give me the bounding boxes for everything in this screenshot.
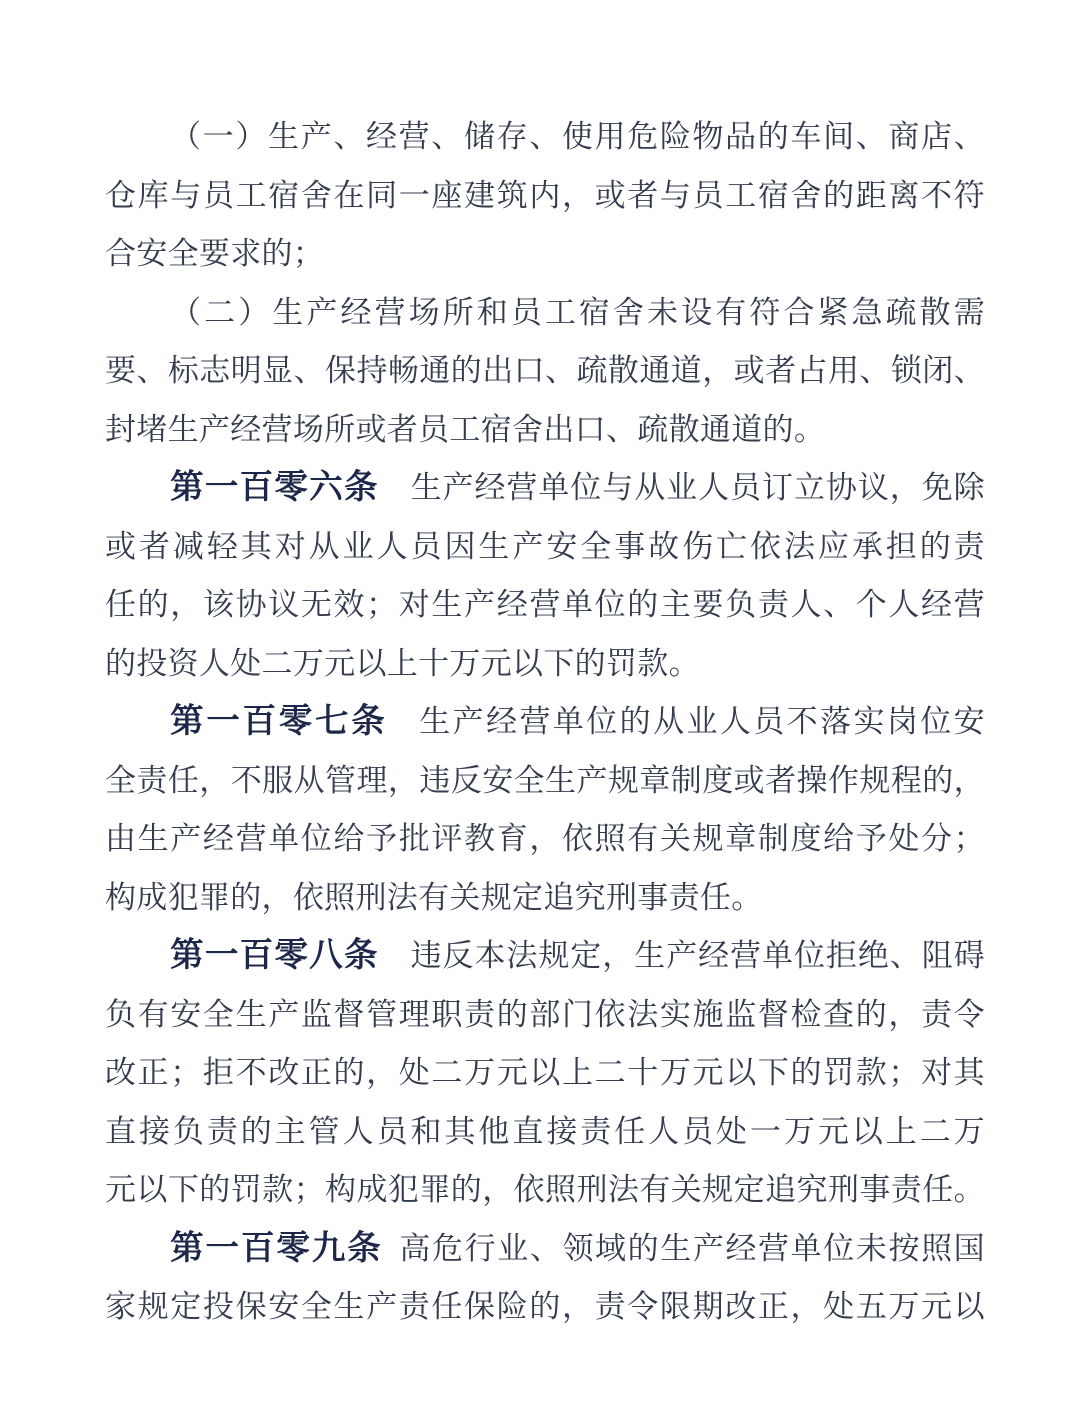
- text-line: [105, 518, 985, 577]
- line-text: 生产经营单位的从业人员不落实岗位安: [419, 704, 985, 739]
- text-line: [105, 635, 985, 694]
- text-line: [105, 1161, 985, 1220]
- text-line-article-109: [105, 1220, 985, 1279]
- line-text: 合安全要求的；: [105, 236, 325, 271]
- text-line: [105, 284, 985, 343]
- line-text: 全责任，不服从管理，违反安全生产规章制度或者操作规程的，: [105, 762, 985, 798]
- article-number: 第一百零九条: [170, 1229, 383, 1267]
- text-line: [105, 1278, 985, 1337]
- line-text: 直接负责的主管人员和其他直接责任人员处一万元以上二万: [105, 1113, 985, 1149]
- line-text: （一）生产、经营、储存、使用危险物品的车间、商店、: [170, 119, 985, 154]
- text-line: [105, 810, 985, 869]
- line-text: 元以下的罚款；构成犯罪的，依照刑法有关规定追究刑事责任。: [105, 1172, 985, 1207]
- text-line: [105, 401, 985, 460]
- text-line: [105, 752, 985, 811]
- line-text: 违反本法规定，生产经营单位拒绝、阻碍: [410, 938, 985, 973]
- line-text: 负有安全生产监督管理职责的部门依法实施监督检查的，责令: [105, 996, 985, 1032]
- line-text: 构成犯罪的，依照刑法有关规定追究刑事责任。: [105, 879, 763, 915]
- line-text: 的投资人处二万元以上十万元以下的罚款。: [105, 645, 700, 681]
- line-text: 仓库与员工宿舍在同一座建筑内，或者与员工宿舍的距离不符: [105, 177, 985, 213]
- text-line: [105, 1103, 985, 1162]
- text-line-article-107: [105, 693, 985, 752]
- text-line: [105, 342, 985, 401]
- text-line-article-106: [105, 459, 985, 518]
- text-line: [105, 576, 985, 635]
- article-number: 第一百零七条: [170, 703, 388, 740]
- line-text: 由生产经营单位给予批评教育，依照有关规章制度给予处分；: [105, 821, 985, 856]
- line-text: 任的，该协议无效；对生产经营单位的主要负责人、个人经营: [105, 587, 985, 622]
- line-text: （二）生产经营场所和员工宿舍未设有符合紧急疏散需: [170, 294, 985, 330]
- text-line: [105, 108, 985, 167]
- line-text: 要、标志明显、保持畅通的出口、疏散通道，或者占用、锁闭、: [105, 353, 985, 388]
- text-line: [105, 225, 985, 284]
- line-text: 或者减轻其对从业人员因生产安全事故伤亡依法应承担的责: [105, 528, 985, 564]
- line-text: 封堵生产经营场所或者员工宿舍出口、疏散通道的。: [105, 411, 826, 447]
- text-line: [105, 869, 985, 928]
- text-line: [105, 986, 985, 1045]
- line-text: 改正；拒不改正的，处二万元以上二十万元以下的罚款；对其: [105, 1055, 985, 1090]
- article-number: 第一百零六条: [170, 469, 379, 506]
- text-line-article-108: [105, 927, 985, 986]
- text-line: [105, 167, 985, 226]
- line-text: 生产经营单位与从业人员订立协议，免除: [410, 470, 985, 505]
- text-line: [105, 1044, 985, 1103]
- line-text: 家规定投保安全生产责任保险的，责令限期改正，处五万元以: [105, 1289, 985, 1324]
- line-text: 高危行业、领域的生产经营单位未按照国: [399, 1230, 985, 1266]
- article-number: 第一百零八条: [170, 937, 379, 974]
